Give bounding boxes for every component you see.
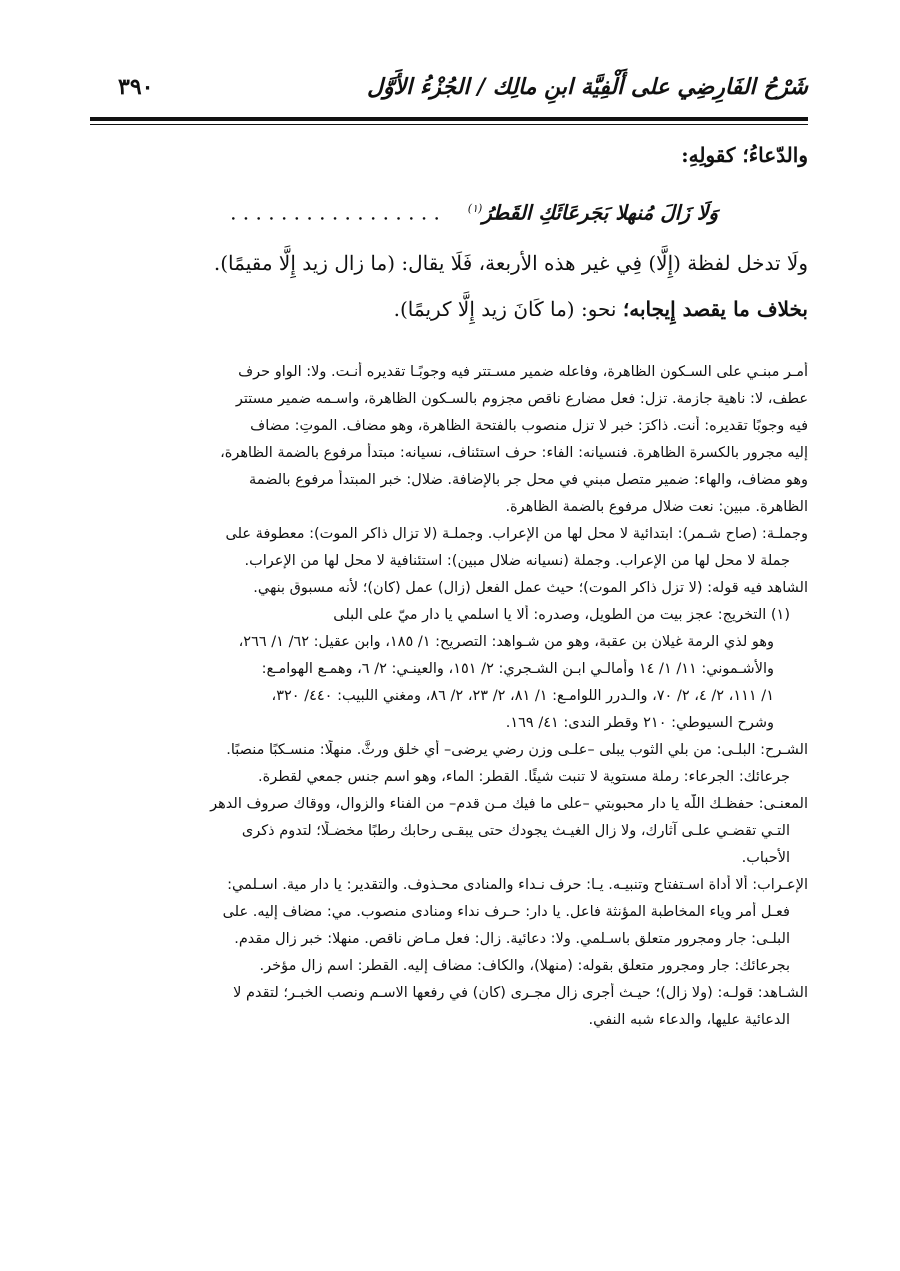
footnote-line: والأشـموني: ١١/ ١/ ١٤ وأمالـي ابـن الشـجري: ٢/ ١٥١، والعينـي: ٢/ ٦، وهمـع الهوامـع: [261,661,774,677]
main-line-4-bold: بخلاف ما يقصد إِيجابه؛ [622,297,808,321]
footnote-line: الظاهرة. مبين: نعت ضلال مرفوع بالضمة الظاهرة. [505,499,808,515]
main-line-4 [394,296,808,322]
verse-ellipsis: . . . . . . . . . . . . . . . . . [230,200,440,225]
footnote-ref: (١) [467,202,483,215]
book-title: شَرْحُ الفَارِضِي على أَلْفِيَّة ابنِ مالِك / الجُزْءُ الأَوَّل [367,74,808,100]
footnote-line: الأحباب. [741,850,790,866]
verse-text: وَلَا زَالَ مُنهلا بَجَرعَائَكِ القَطرُ [482,200,718,225]
footnote-line: وهو مضاف، والهاء: ضمير متصل مبني في محل جر بالإضافة. ضلال: خبر المبتدأ مرفوع بالضمة [248,472,808,488]
main-line-1: والدّعاءُ؛ كقولِهِ: [681,143,808,167]
main-line-3: ولَا تدخل لفظة (إِلَّا) فِي غير هذه الأربعة، فَلَا يقال: (ما زال زيد إِلَّا مقيمًا). [213,251,808,275]
footnote-line: ١/ ١١١، ٢/ ٤، ٢/ ٧٠، والـدرر اللوامـع: ١/ ٨١، ٢/ ٢٣، ٢/ ٨٦، ومغني اللبيب: ٤٤٠/ ٣٢٠، [271,688,774,704]
footnote-line: وجملـة: (صاح شـمر): ابتدائية لا محل لها من الإعراب. وجملـة (لا تزال ذاكر الموت): معطوفة على [225,526,808,542]
footnote-line: فعـل أمر وياء المخاطبة المؤنثة فاعل. يا دار: حـرف نداء ومنادى منصوب. مي: مضاف إليه. على [222,904,790,920]
footnote-line: أمـر مبنـي على السـكون الظاهرة، وفاعله ضمير مسـتتر فيه وجوبًـا تقديره أنـت. ولا: الواو حرف [238,364,808,380]
footnote-line: التـي تقضـي علـى آثارك، ولا زال الغيـث يجودك حتى يبقـى رحابك رطبًا مخضـلًا؛ لتدوم ذكرى [241,823,790,839]
footnote-line: الدعائية عليها، والدعاء شبه النفي. [588,1012,790,1028]
footnote-line: الشـاهد: قولـه: (ولا زال)؛ حيـث أجرى زال مجـرى (كان) في رفعها الاسـم ونصب الخبـر؛ لتقدم لا [233,985,808,1001]
header-rule-thick [90,117,808,121]
running-header [90,66,808,114]
footnote-line: الشاهد فيه قوله: (لا تزل ذاكر الموت)؛ حيث عمل الفعل (زال) عمل (كان)؛ لأنه مسبوق بنهي. [253,580,808,596]
footnote-line: بجرعائك: جار ومجرور متعلق بقوله: (منهلا)، والكاف: مضاف إليه. القطر: اسم زال مؤخر. [259,958,790,974]
footnote-line: إليه مجرور بالكسرة الظاهرة. فنسيانه: الفاء: حرف استئناف، نسيانه: مبتدأ مرفوع بالضمة الظاهرة، [220,445,808,461]
footnote-line: الشـرح: البلـى: من بلي الثوب يبلى –علـى وزن رضي يرضى– أي خلق ورثَّ. منهلًا: منسـكبًا منصبًا. [226,742,808,758]
page-number: ٣٩٠ [118,74,154,100]
footnote-line: فيه وجوبًا تقديره: أنت. ذاكرَ: خبر لا تزل منصوب بالفتحة الظاهرة، وهو مضاف. الموتِ: مضاف [250,418,808,434]
main-line-4-rest: نحو: (ما كَانَ زيد إِلَّا كريمًا). [393,297,623,321]
footnote-line: (١) التخريج: عجز بيت من الطويل، وصدره: ألا يا اسلمي يا دار ميّ على البلى [333,607,790,623]
footnote-line: جملة لا محل لها من الإعراب. وجملة (نسيانه ضلال مبين): استئنافية لا محل لها من الإعراب. [244,553,790,569]
footnote-line: وهو لذي الرمة غيلان بن عقبة، وهو من شـواهد: التصريح: ١/ ١٨٥، وابن عقيل: ٦٢/ ١/ ٢٦٦، [238,634,774,650]
footnote-line: جرعائك: الجرعاء: رملة مستوية لا تنبت شيئًا. القطر: الماء، وهو اسم جنس جمعي لقطرة. [258,769,790,785]
footnote-line: البلـى: جار ومجرور متعلق باسـلمي. ولا: دعائية. زال: فعل مـاض ناقص. منهلا: خبر زال مقدم. [234,931,790,947]
footnote-line: عطف، لا: ناهية جازمة. تزل: فعل مضارع ناقص مجزوم بالسـكون الظاهرة، واسـمه ضمير مستتر [235,391,808,407]
poetry-verse [230,196,718,226]
footnote-line: المعنـى: حفظـك اللّٰه يا دار محبوبتي –على ما فيك مـن قدم– من الفناء والزوال، ووقاك صروف الدهر [210,796,808,812]
header-rule-thin [90,124,808,125]
footnote-line: وشرح السيوطي: ٢١٠ وقطر الندى: ٤١/ ١٦٩. [505,715,774,731]
footnote-line: الإعـراب: ألا أداة اسـتفتاح وتنبيـه. يـا: حرف نـداء والمنادى محـذوف. والتقدير: يا دار مية. اسـلمي: [227,877,808,893]
